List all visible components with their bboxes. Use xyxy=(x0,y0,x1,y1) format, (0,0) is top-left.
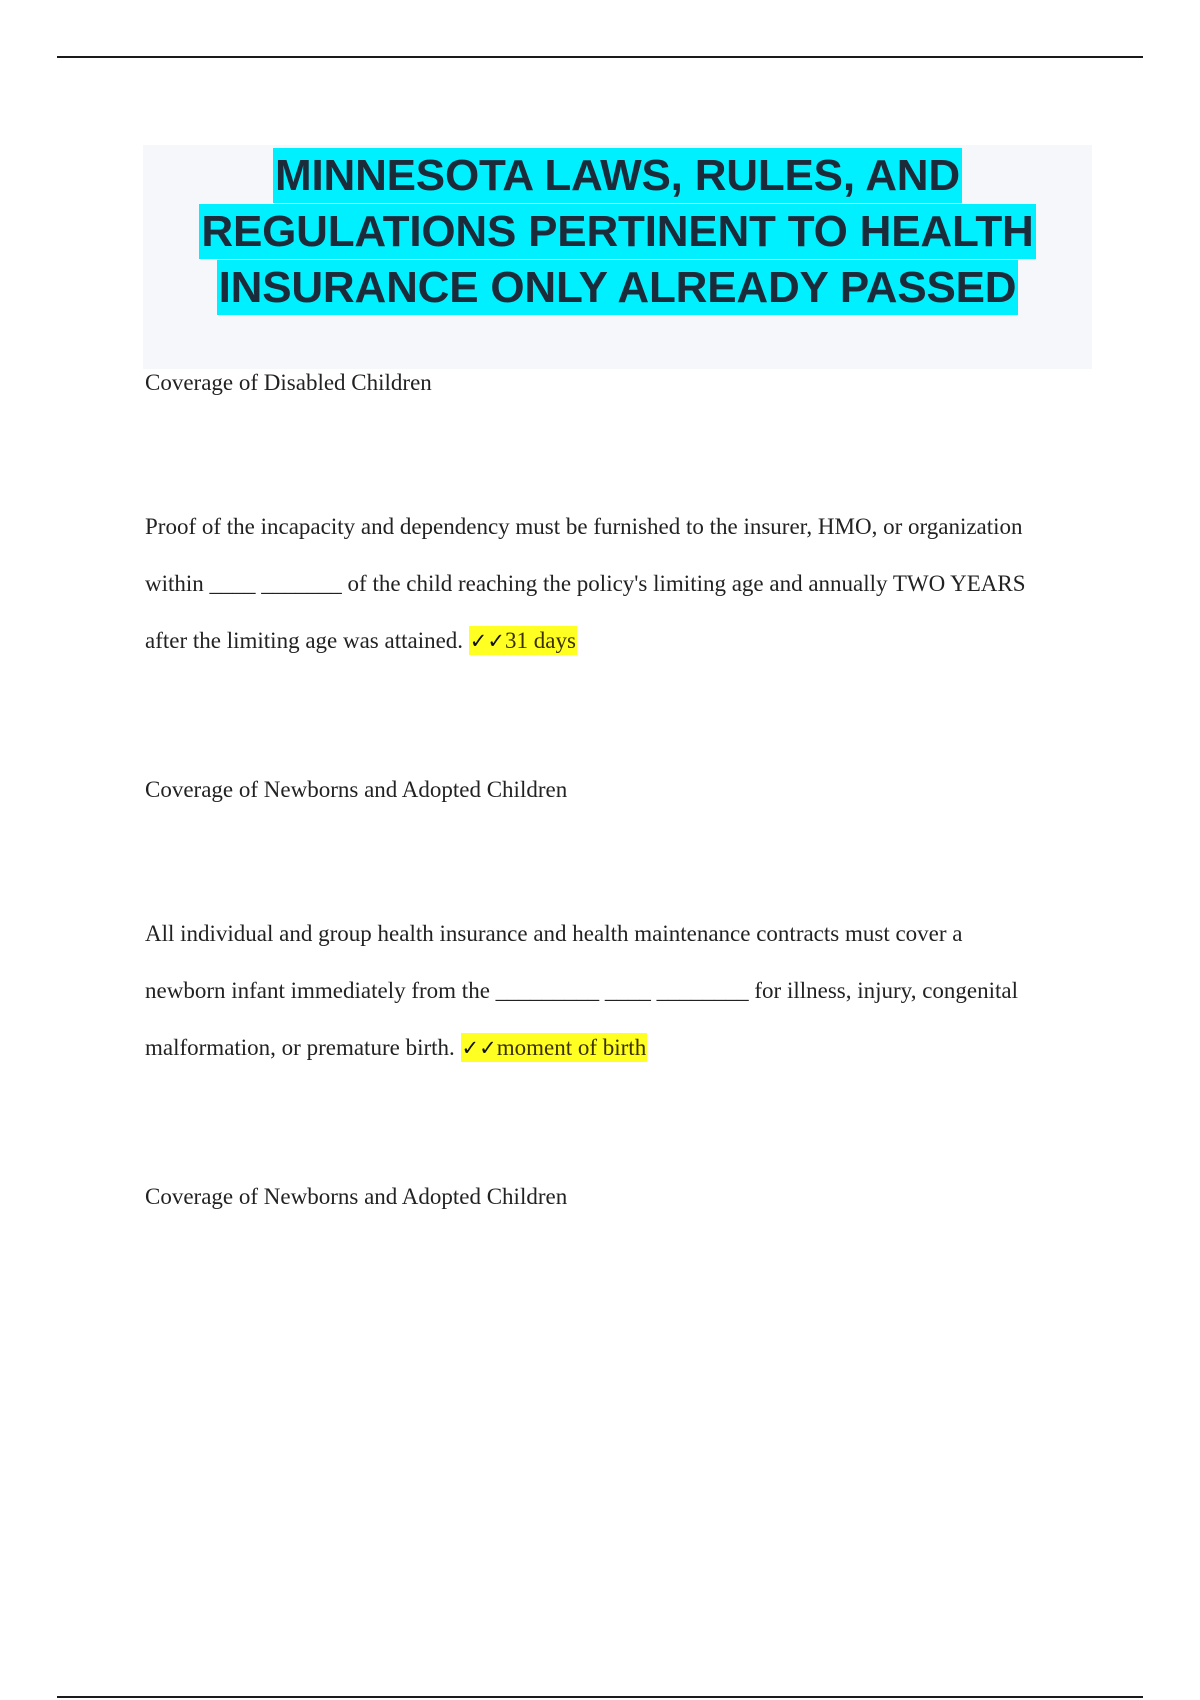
question-line: within ____ _______ of the child reaching the policy's limiting age and annually TWO YEARS xyxy=(145,571,1026,596)
title-line-3: INSURANCE ONLY ALREADY PASSED xyxy=(217,260,1019,315)
section-heading-newborns: Coverage of Newborns and Adopted Children xyxy=(145,777,568,802)
title-line-1: MINNESOTA LAWS, RULES, AND xyxy=(273,148,962,203)
question-disabled-children xyxy=(145,498,1090,670)
question-line: All individual and group health insurance and health maintenance contracts must cover a xyxy=(145,921,963,946)
question-line: Proof of the incapacity and dependency must be furnished to the insurer, HMO, or organization xyxy=(145,514,1023,539)
checkmark-icon: ✓✓ xyxy=(469,629,505,653)
answer-text: moment of birth xyxy=(496,1035,647,1060)
question-line: newborn infant immediately from the _________ ____ ________ for illness, injury, congenital xyxy=(145,978,1018,1003)
question-line-text: malformation, or premature birth. xyxy=(145,1035,455,1060)
checkmark-icon: ✓✓ xyxy=(461,1036,497,1060)
title-line-2: REGULATIONS PERTINENT TO HEALTH xyxy=(199,204,1035,259)
question-line xyxy=(145,612,1090,670)
answer-highlight xyxy=(469,626,577,655)
bottom-rule xyxy=(57,1696,1143,1698)
section-heading-newborns-2: Coverage of Newborns and Adopted Children xyxy=(145,1184,568,1209)
top-rule xyxy=(57,56,1143,58)
section-heading-disabled-children: Coverage of Disabled Children xyxy=(145,370,432,395)
answer-highlight xyxy=(461,1033,648,1062)
question-newborns xyxy=(145,905,1090,1077)
document-title xyxy=(143,145,1092,369)
question-line xyxy=(145,1019,1090,1077)
question-line-text: after the limiting age was attained. xyxy=(145,628,464,653)
answer-text: 31 days xyxy=(505,628,576,653)
